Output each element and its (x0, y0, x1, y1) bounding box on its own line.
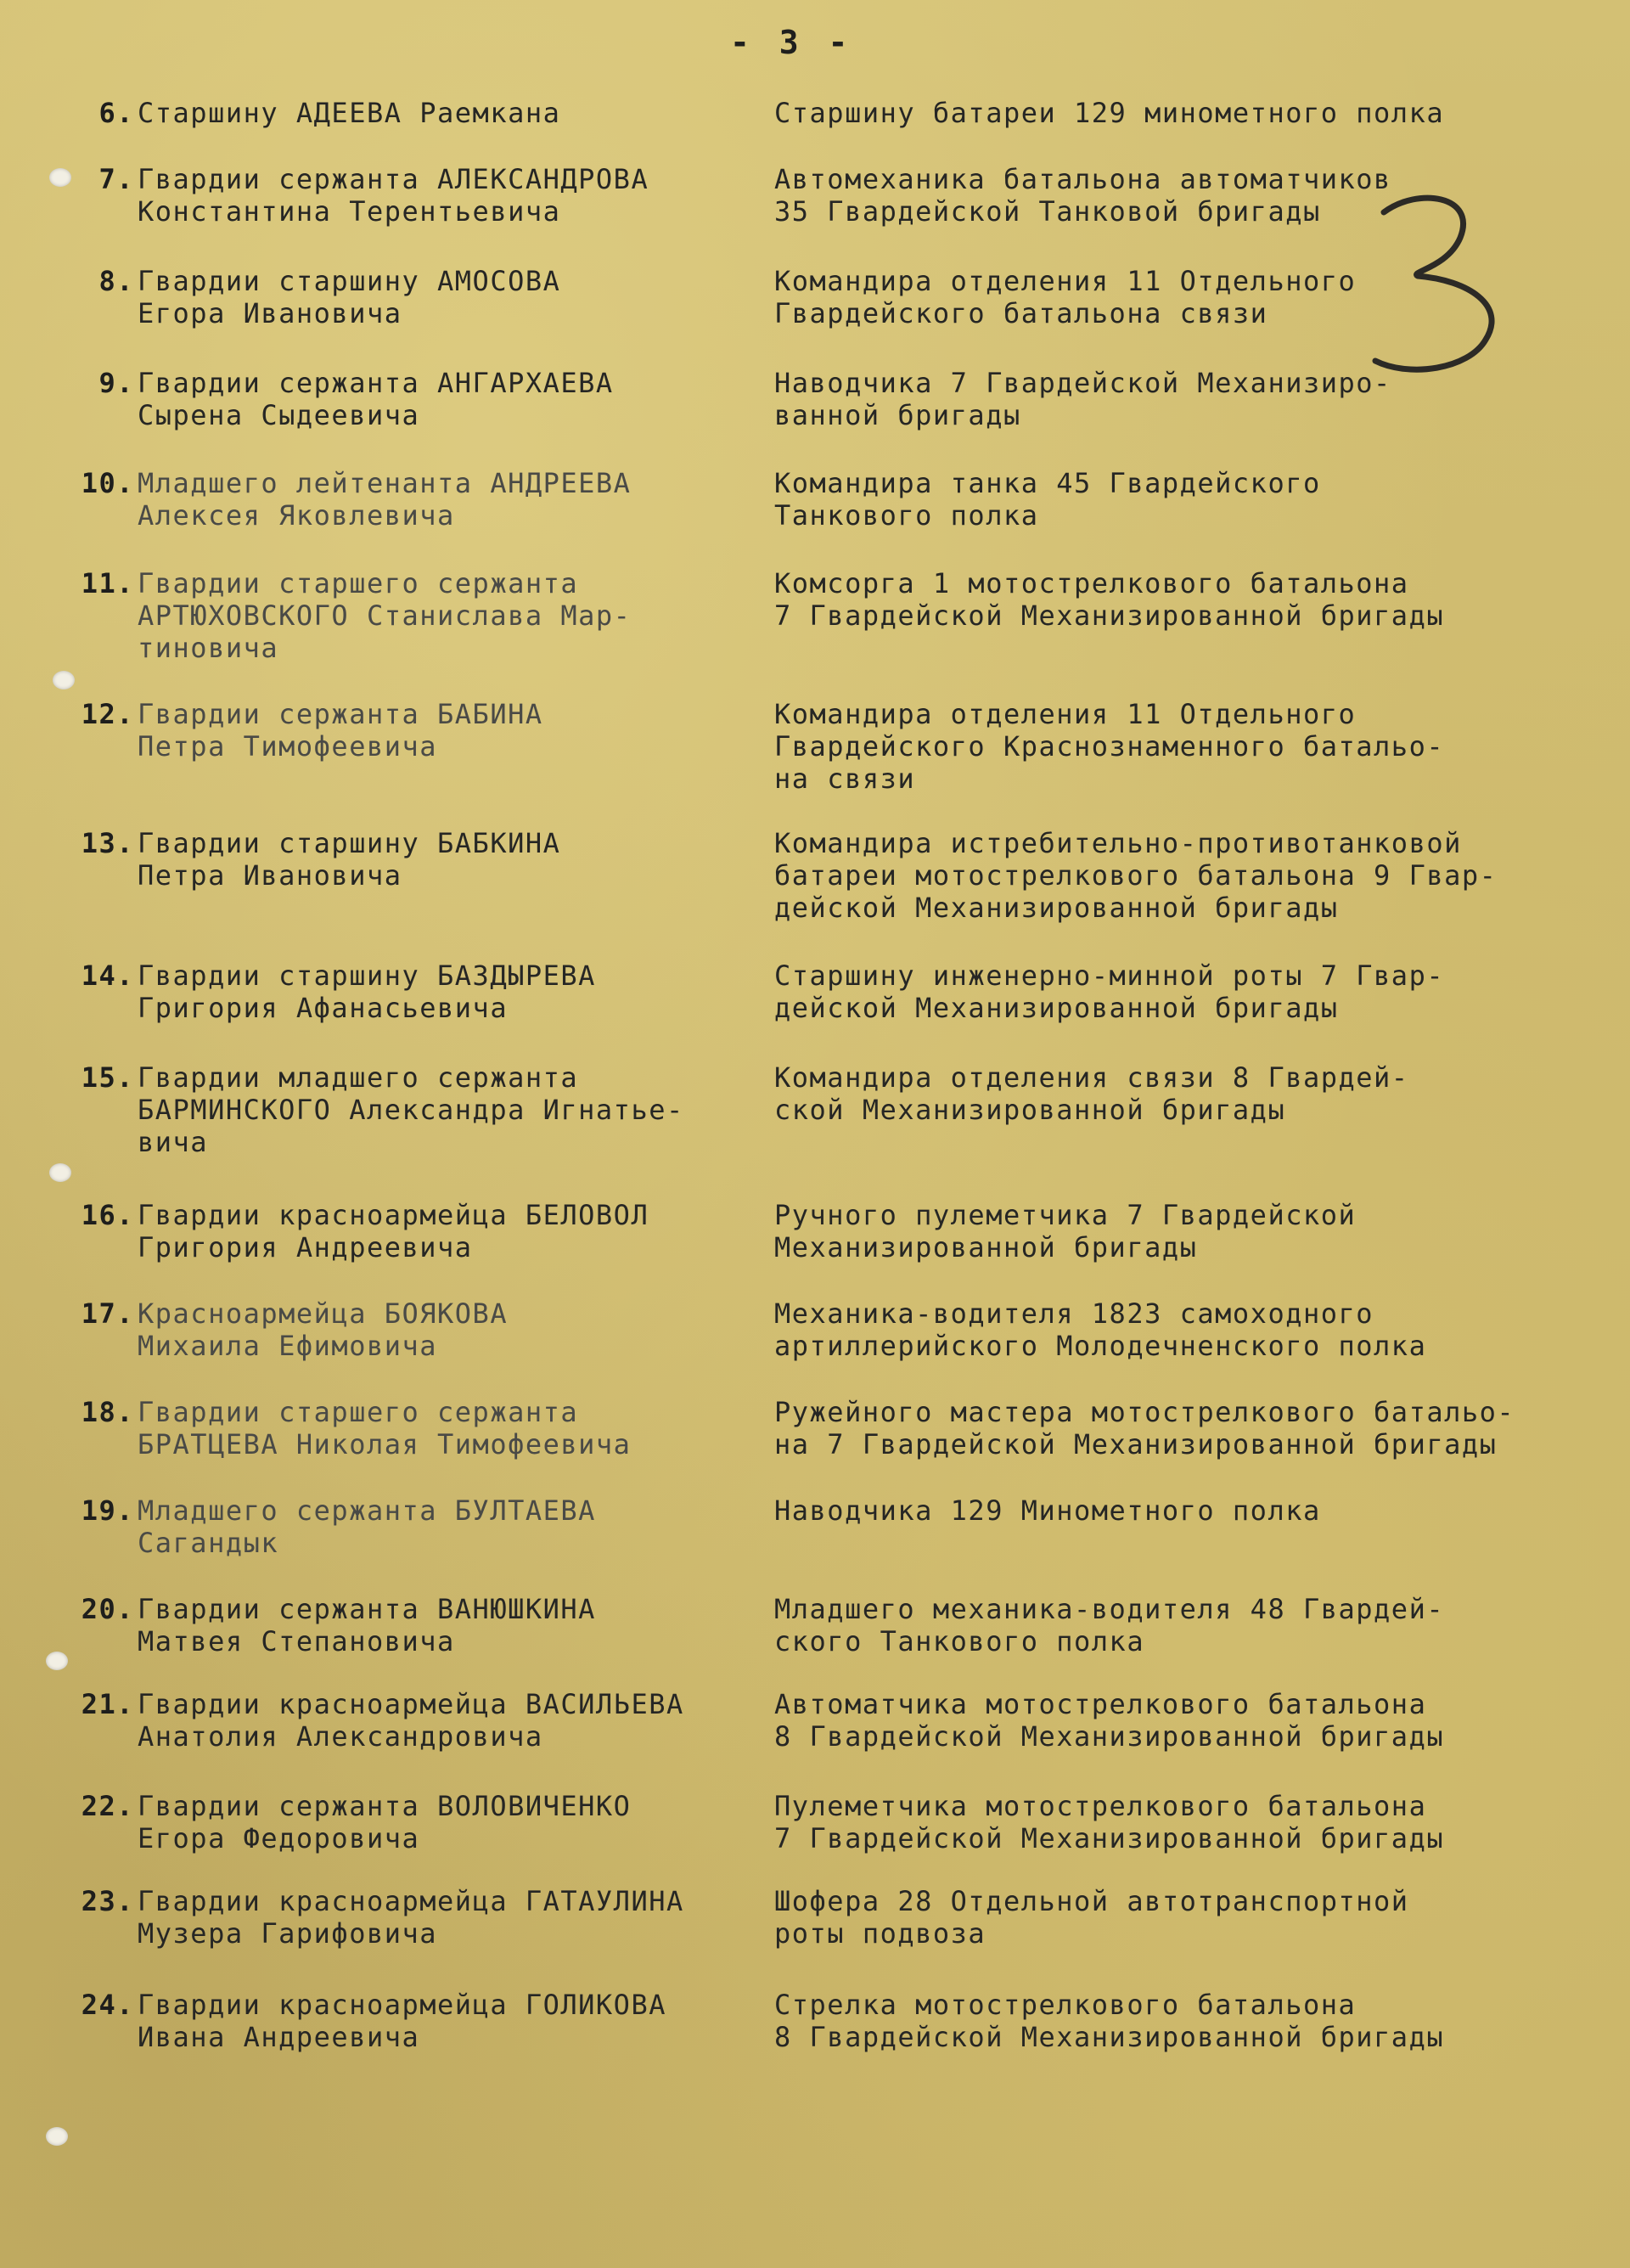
entry-name: Гвардии старшего сержанта АРТЮХОВСКОГО Станислава Мар- тиновича (138, 567, 632, 664)
entry-number: 10. (81, 467, 134, 499)
page-number: - 3 - (730, 24, 853, 61)
entry-number: 12. (81, 698, 134, 730)
entry-name: Гвардии сержанта БАБИНА Петра Тимофеевича (138, 698, 543, 763)
entry-name: Старшину АДЕЕВА Раемкана (138, 97, 561, 129)
entry-number: 14. (81, 960, 134, 992)
entry-position: Стрелка мотострелкового батальона 8 Гвардейской Механизированной бригады (774, 1989, 1445, 2053)
entry-position: Командира отделения 11 Отдельного Гвардейского батальона связи (774, 265, 1357, 329)
entry-number: 13. (81, 827, 134, 859)
entry-name: Гвардии старшину АМОСОВА Егора Ивановича (138, 265, 561, 329)
entry-number: 20. (81, 1593, 134, 1625)
entry-number: 24. (81, 1989, 134, 2021)
entry-number: 6. (98, 97, 134, 129)
entry-name: Гвардии старшего сержанта БРАТЦЕВА Николая Тимофеевича (138, 1396, 632, 1460)
entry-name: Гвардии сержанта АНГАРХАЕВА Сырена Сыдеевича (138, 367, 614, 431)
entry-name: Гвардии младшего сержанта БАРМИНСКОГО Александра Игнатье- вича (138, 1061, 684, 1158)
entry-position: Командира отделения связи 8 Гвардей- ской Механизированной бригады (774, 1061, 1409, 1126)
entry-number: 11. (81, 567, 134, 599)
entry-number: 7. (98, 163, 134, 195)
entry-number: 9. (98, 367, 134, 399)
entry-position: Младшего механика-водителя 48 Гвардей- ского Танкового полка (774, 1593, 1445, 1657)
entry-position: Ручного пулеметчика 7 Гвардейской Механизированной бригады (774, 1199, 1357, 1263)
entry-number: 22. (81, 1790, 134, 1822)
entry-position: Автомеханика батальона автоматчиков 35 Гвардейской Танковой бригады (774, 163, 1391, 228)
entry-position: Командира танка 45 Гвардейского Танкового полка (774, 467, 1321, 532)
entry-number: 8. (98, 265, 134, 297)
entry-name: Младшего лейтенанта АНДРЕЕВА Алексея Яковлевича (138, 467, 632, 532)
entry-name: Младшего сержанта БУЛТАЕВА Сагандык (138, 1494, 596, 1559)
entry-position: Командира истребительно-противотанковой батареи мотострелкового батальона 9 Гвар- дейской Механизированной бригады (774, 827, 1498, 924)
entry-name: Гвардии сержанта ВАНЮШКИНА Матвея Степановича (138, 1593, 596, 1657)
entry-position: Механика-водителя 1823 самоходного артиллерийского Молодечненского полка (774, 1297, 1427, 1362)
entry-number: 17. (81, 1297, 134, 1330)
entry-name: Гвардии красноармейца БЕЛОВОЛ Григория Андреевича (138, 1199, 649, 1263)
entry-name: Гвардии красноармейца ВАСИЛЬЕВА Анатолия Александровича (138, 1688, 684, 1753)
entry-position: Старшину инженерно-минной роты 7 Гвар- дейской Механизированной бригады (774, 960, 1445, 1024)
entry-name: Красноармейца БОЯКОВА Михаила Ефимовича (138, 1297, 509, 1362)
entry-position: Наводчика 7 Гвардейской Механизиро- ванной бригады (774, 367, 1391, 431)
entry-position: Наводчика 129 Минометного полка (774, 1494, 1321, 1527)
entry-position: Комсорга 1 мотострелкового батальона 7 Гвардейской Механизированной бригады (774, 567, 1445, 632)
entry-position: Пулеметчика мотострелкового батальона 7 Гвардейской Механизированной бригады (774, 1790, 1445, 1854)
entry-number: 23. (81, 1885, 134, 1917)
entry-position: Шофера 28 Отдельной автотранспортной роты подвоза (774, 1885, 1409, 1950)
entry-position: Командира отделения 11 Отдельного Гвардейского Краснознаменного батальо- на связи (774, 698, 1445, 795)
entry-number: 16. (81, 1199, 134, 1231)
entry-number: 19. (81, 1494, 134, 1527)
entry-name: Гвардии красноармейца ГАТАУЛИНА Музера Гарифовича (138, 1885, 684, 1950)
entry-position: Старшину батареи 129 минометного полка (774, 97, 1445, 129)
entry-position: Ружейного мастера мотострелкового батальо- на 7 Гвардейской Механизированной бригады (774, 1396, 1515, 1460)
entry-number: 15. (81, 1061, 134, 1094)
entry-name: Гвардии красноармейца ГОЛИКОВА Ивана Андреевича (138, 1989, 666, 2053)
entry-name: Гвардии сержанта ВОЛОВИЧЕНКО Егора Федоровича (138, 1790, 632, 1854)
entry-position: Автоматчика мотострелкового батальона 8 Гвардейской Механизированной бригады (774, 1688, 1445, 1753)
entry-name: Гвардии старшину БАЗДЫРЕВА Григория Афанасьевича (138, 960, 596, 1024)
entry-number: 21. (81, 1688, 134, 1720)
entry-name: Гвардии старшину БАБКИНА Петра Ивановича (138, 827, 561, 892)
entry-name: Гвардии сержанта АЛЕКСАНДРОВА Константина Терентьевича (138, 163, 649, 228)
entry-number: 18. (81, 1396, 134, 1428)
